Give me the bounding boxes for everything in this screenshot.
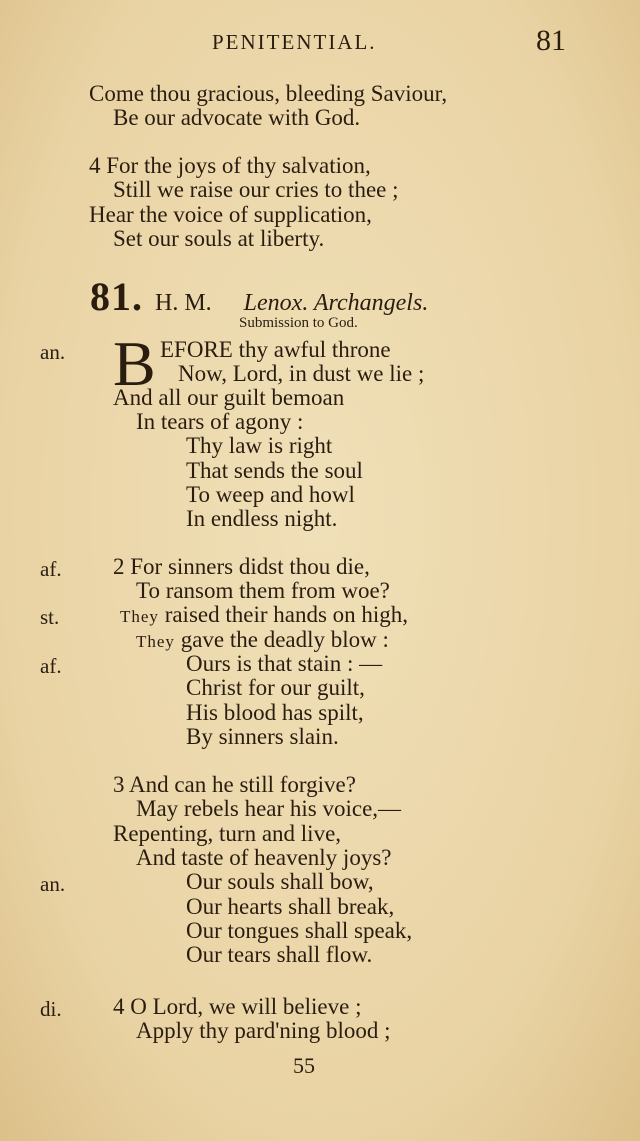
verse-line: Christ for our guilt, [186, 675, 365, 700]
verse-line: Our tears shall flow. [186, 942, 373, 967]
margin-mark: di. [40, 997, 62, 1021]
prev-hymn-line: 4 For the joys of thy salvation, [89, 153, 371, 178]
verse-line: To ransom them from woe? [136, 578, 390, 603]
verse-line: By sinners slain. [186, 724, 339, 749]
verse-line: And all our guilt bemoan [113, 385, 345, 410]
verse-line: Thy law is right [186, 433, 333, 458]
verse-line: Our tongues shall speak, [186, 918, 413, 943]
prev-hymn-line: Come thou gracious, bleeding Saviour, [89, 81, 448, 106]
verse-line: 3 And can he still forgive? [113, 772, 356, 797]
prev-hymn-line: Still we raise our cries to thee ; [113, 177, 399, 202]
verse-line: Our hearts shall break, [186, 894, 395, 919]
hymn-subtitle: Submission to God. [239, 315, 358, 331]
verse-line: Now, Lord, in dust we lie ; [178, 361, 425, 386]
hymn-heading [90, 273, 428, 320]
margin-mark: an. [40, 872, 66, 896]
margin-mark: st. [40, 605, 60, 629]
verse-line: Repenting, turn and live, [113, 821, 342, 846]
verse-line: EFORE thy awful throne [160, 337, 391, 362]
page-number: 81 [536, 24, 566, 57]
margin-mark: an. [40, 340, 66, 364]
prev-hymn-line: Hear the voice of supplication, [89, 202, 372, 227]
verse-line-text: raised their hands on high, [158, 602, 409, 627]
verse-line: And taste of heavenly joys? [136, 845, 392, 870]
small-caps-word: They [120, 607, 159, 626]
verse-line: That sends the soul [186, 458, 363, 483]
verse-line: Our souls shall bow, [186, 869, 374, 894]
signature-mark: 55 [293, 1053, 315, 1078]
verse-line [120, 603, 408, 629]
margin-mark: af. [40, 557, 62, 581]
small-caps-word: They [136, 632, 175, 651]
prev-hymn-line: Be our advocate with God. [113, 105, 361, 130]
running-title: PENITENTIAL. [212, 30, 377, 54]
hymn-tunes: Lenox. Archangels. [243, 290, 429, 316]
verse-line: May rebels hear his voice,— [136, 796, 402, 821]
margin-mark: af. [40, 654, 62, 678]
verse-line-text: gave the deadly blow : [174, 627, 389, 652]
verse-line: Ours is that stain : — [186, 651, 383, 676]
hymn-number: 81. [90, 274, 143, 319]
verse-line: In endless night. [186, 506, 338, 531]
verse-line: In tears of agony : [136, 409, 304, 434]
verse-line: 2 For sinners didst thou die, [113, 554, 370, 579]
hymn-meter: H. M. [155, 290, 212, 316]
verse-line: To weep and howl [186, 482, 355, 507]
verse-line: His blood has spilt, [186, 700, 364, 725]
drop-cap: B [113, 328, 156, 399]
verse-line: Apply thy pard'ning blood ; [136, 1018, 391, 1043]
verse-line: 4 O Lord, we will believe ; [113, 994, 362, 1019]
prev-hymn-line: Set our souls at liberty. [113, 226, 325, 251]
